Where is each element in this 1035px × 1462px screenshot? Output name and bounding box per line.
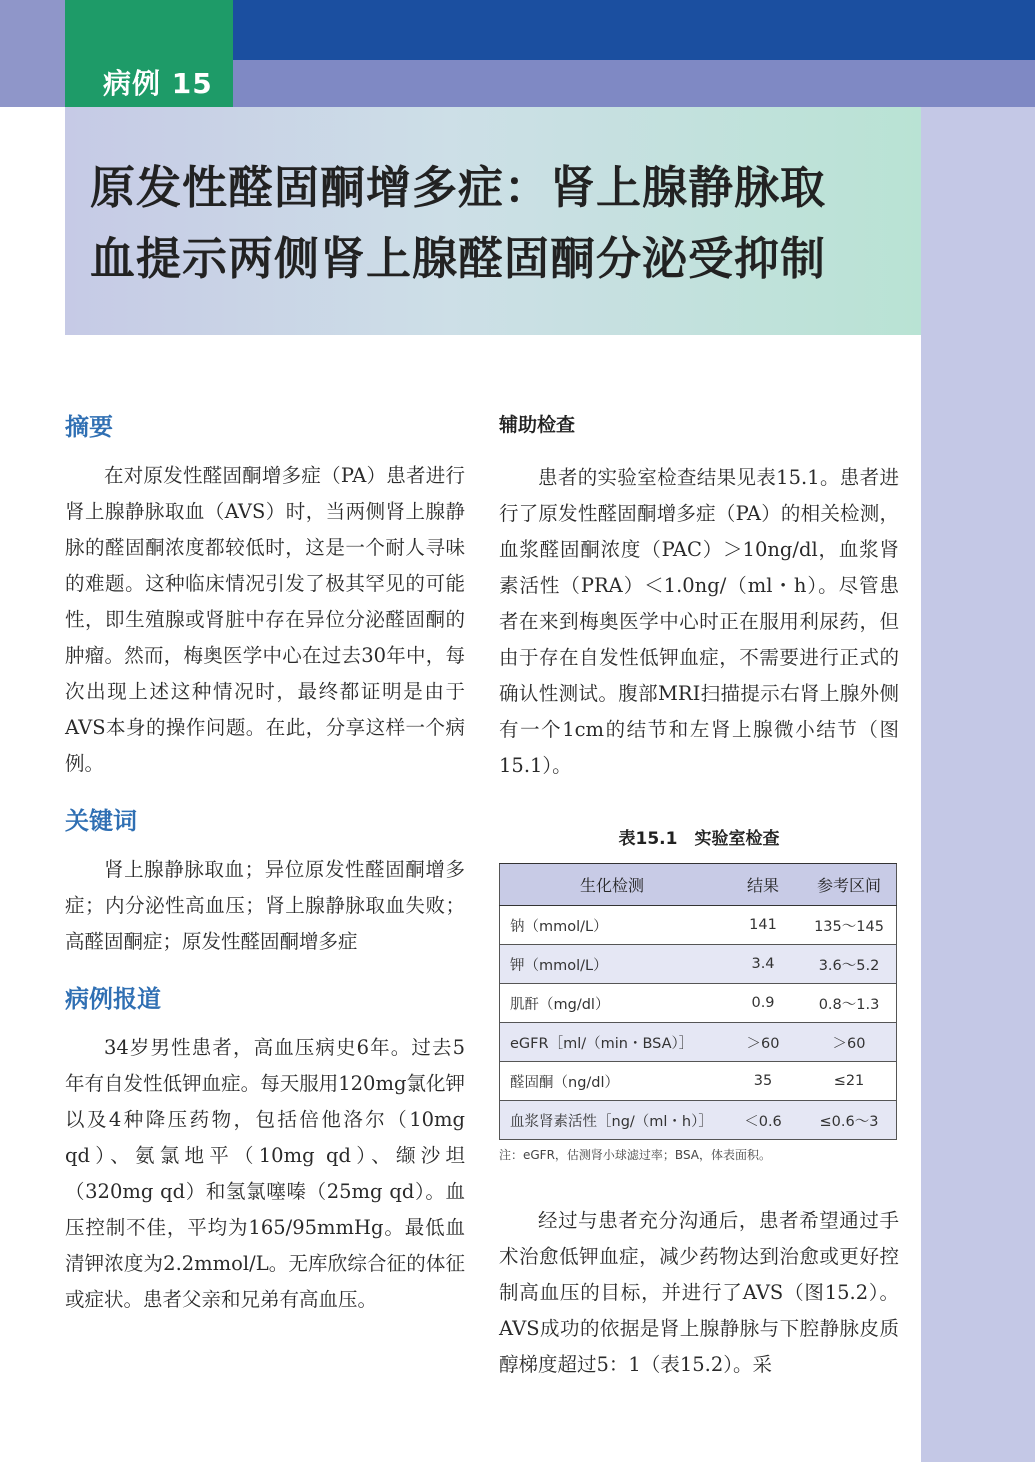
- table-cell-result: 3.4: [724, 945, 802, 984]
- table-header-test: 生化检测: [500, 864, 725, 906]
- table-row: [500, 906, 897, 945]
- table-cell-reference: 135～145: [802, 906, 897, 945]
- keywords-text: 肾上腺静脉取血；异位原发性醛固酮增多症；内分泌性高血压；肾上腺静脉取血失败；高醛固酮症；原发性醛固酮增多症: [65, 858, 465, 953]
- avs-text: 经过与患者充分沟通后，患者希望通过手术治愈低钾血症，减少药物达到治愈或更好控制高血压的目标，并进行了AVS（图15.2）。AVS成功的依据是肾上腺静脉与下腔静脉皮质醇梯度超过5：1（表15.2）。采: [499, 1209, 899, 1376]
- table-row: [500, 945, 897, 984]
- case-report-text: 34岁男性患者，高血压病史6年。过去5年有自发性低钾血症。每天服用120mg氯化钾以及4种降压药物，包括倍他洛尔（10mg qd）、氨氯地平（10mg qd）、缬沙坦（320mg qd）和氢氯噻嗪（25mg qd）。血压控制不佳，平均为165/95mmHg。最低血清钾浓度为2.2mmol/L。无库欣综合征的体征或症状。患者父亲和兄弟有高血压。: [65, 1036, 465, 1311]
- right-column: [499, 410, 899, 1383]
- keywords-heading: 关键词: [65, 807, 137, 835]
- table-cell-reference: 0.8～1.3: [802, 984, 897, 1023]
- aux-exam-heading: 辅助检查: [499, 414, 576, 436]
- table-caption: 表15.1 实验室检查: [618, 829, 780, 849]
- header-band-dark: [233, 0, 1035, 60]
- table-cell-test: 钾（mmol/L）: [500, 945, 725, 984]
- table-row: [500, 984, 897, 1023]
- page-title: [90, 152, 910, 294]
- table-cell-result: ＜0.6: [724, 1101, 802, 1140]
- table-cell-test: 钠（mmol/L）: [500, 906, 725, 945]
- table-cell-result: 35: [724, 1062, 802, 1101]
- table-header-row: [500, 864, 897, 906]
- table-cell-result: 0.9: [724, 984, 802, 1023]
- table-cell-result: 141: [724, 906, 802, 945]
- table-cell-test: 醛固酮（ng/dl）: [500, 1062, 725, 1101]
- table-row: [500, 1062, 897, 1101]
- abstract-text: 在对原发性醛固酮增多症（PA）患者进行肾上腺静脉取血（AVS）时，当两侧肾上腺静脉的醛固酮浓度都较低时，这是一个耐人寻味的难题。这种临床情况引发了极其罕见的可能性，即生殖腺或肾脏中存在异位分泌醛固酮的肿瘤。然而，梅奥医学中心在过去30年中，每次出现上述这种情况时，最终都证明是由于AVS本身的操作问题。在此，分享这样一个病例。: [65, 464, 465, 775]
- table-row: [500, 1101, 897, 1140]
- table-cell-test: 血浆肾素活性［ng/（ml・h）］: [500, 1101, 725, 1140]
- table-header-result: 结果: [724, 864, 802, 906]
- title-line-1: 原发性醛固酮增多症：肾上腺静脉取: [90, 161, 827, 214]
- table-cell-test: 肌酐（mg/dl）: [500, 984, 725, 1023]
- table-cell-test: eGFR［ml/（min・BSA）］: [500, 1023, 725, 1062]
- aux-exam-text: 患者的实验室检查结果见表15.1。患者进行了原发性醛固酮增多症（PA）的相关检测，血浆醛固酮浓度（PAC）＞10ng/dl，血浆肾素活性（PRA）＜1.0ng/（ml・h）。尽管患者在来到梅奥医学中心时正在服用利尿药，但由于存在自发性低钾血症，不需要进行正式的确认性测试。腹部MRI扫描提示右肾上腺外侧有一个1cm的结节和左肾上腺微小结节（图15.1）。: [499, 466, 899, 777]
- table-header-reference: 参考区间: [802, 864, 897, 906]
- case-report-heading: 病例报道: [65, 985, 161, 1013]
- table-cell-result: ＞60: [724, 1023, 802, 1062]
- right-sidebar-strip: [921, 107, 1035, 1462]
- table-cell-reference: ＞60: [802, 1023, 897, 1062]
- table-cell-reference: 3.6～5.2: [802, 945, 897, 984]
- title-line-2: 血提示两侧肾上腺醛固酮分泌受抑制: [90, 232, 827, 285]
- case-number-tab: 病例 15: [65, 0, 233, 107]
- abstract-heading: 摘要: [65, 413, 113, 441]
- lab-results-table: [499, 863, 897, 1140]
- table-row: [500, 1023, 897, 1062]
- table-cell-reference: ≤21: [802, 1062, 897, 1101]
- left-header-strip: [0, 0, 65, 107]
- left-column: [65, 410, 465, 1318]
- table-cell-reference: ≤0.6～3: [802, 1101, 897, 1140]
- table-note: 注：eGFR，估测肾小球滤过率；BSA，体表面积。: [499, 1148, 771, 1162]
